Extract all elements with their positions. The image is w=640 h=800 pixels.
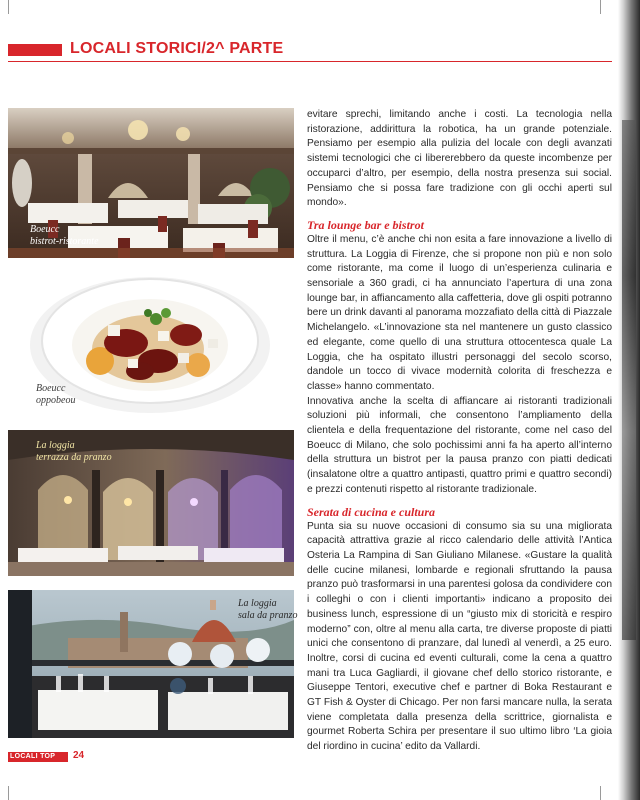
facing-page-edge (618, 0, 640, 800)
page-number: 24 (73, 750, 85, 761)
crop-mark (8, 786, 9, 800)
article-paragraph: Innovativa anche la scelta di affiancare ai ristoranti tradizionali soluzioni più informali, che consentono l’ampliamento della clientela e della frequentazione del ristorante, come nel caso del Boeucc di Milano, che solo pochissimi anni fa ha aperto all’interno della struttura un bistrot per la pausa pranzo con piatti dedicati (insalatone oltre a quattro antipasti, quattro primi e quattro secondi) e prezzi contenuti rispetto al ristorante tradizionale. (307, 395, 612, 495)
article-paragraph: evitare sprechi, limitando anche i costi. La tecnologia nella ristorazione, addirittura la robotica, ha un grande potenziale. Pensiamo per esempio alla pulizia del locale con degli avanzati sistemi tecnologici che ci libererebbero da queste incombenze per occuparci d’altro, per esempio, della nostra presenza sui social. Pensiamo che si possa fare tradizione con gli occhi aperti sul mondo». (307, 109, 612, 209)
header-accent-bar (8, 44, 62, 56)
crop-mark (600, 0, 601, 14)
article-paragraph: Oltre il menu, c’è anche chi non esita a fare innovazione a livello di struttura. La Loggia di Firenze, che si propone non più e non solo come ristorante, ma come il luogo di un’esperienza culinaria e sensoriale a 360 gradi, ci ha annunciato l’apertura di una zona lounge bar, in affiancamento alla caffetteria, dove gli ospiti potranno bere un drink davanti al panorama mozzafiato della città di Piazzale Michelangelo. «L’innovazione sta nel mantenere un gusto classico ed elegante, come quello di una struttura ottocentesca quale La Loggia, che ha ospitato illustri personaggi del secolo scorso, dandole un tocco di vivace modernità colorita di freschezza e classe» hanno commentato. (307, 233, 612, 392)
caption-photo-3: La loggia terrazza da pranzo (36, 440, 112, 463)
article-paragraph: Punta sia su nuove occasioni di consumo sia su una migliorata capacità attrattiva grazie al ricco calendario delle attività l’Antica Osteria La Rampina di San Giuliano Milanese. «Gustare la qualità delle cucine milanesi, lombarde e regionali sfruttando la pausa pranzo può trasformarsi in una parentesi golosa da condividere con i colleghi o con i clienti importanti» indicano a proposito dei business lunch, espressione di un “giusto mix di storicità e respiro moderno” con, oltre al menu alla carta, tre diverse proposte di piatti unici che consentono di pranzare, dal lunedì al venerdì, a 25 euro. Inoltre, corsi di cucina ed eventi culturali, come la cena a quattro mani tra Luca Gagliardi, il giovane chef dello storico ristorante, e Giuseppe Tentori, executive chef e partner di Boka Restaurant e GT Fish & Oyster di Chicago. Per non farsi mancare nulla, la serata viene completata dalla presenza della scrittrice, giornalista e gourmet Roberta Schira per presentare il suo ultimo libro ‘La gioia del riordino in cucina’ edito da Vallardi. (307, 520, 612, 753)
crop-mark (8, 0, 9, 14)
caption-photo-2: Boeucc oppobeou (36, 383, 76, 406)
subheading: Tra lounge bar e bistrot (307, 217, 424, 232)
crop-mark (600, 786, 601, 800)
caption-photo-4: La loggia sala da pranzo (238, 598, 298, 621)
footer-section-label: LOCALI TOP (10, 753, 56, 760)
article-column (307, 108, 612, 755)
caption-photo-1: Boeucc bistrot-ristorante (30, 224, 99, 247)
subheading: Serata di cucina e cultura (307, 504, 436, 519)
header-rule (8, 61, 612, 62)
section-title: LOCALI STORICI/2^ PARTE (70, 40, 284, 57)
